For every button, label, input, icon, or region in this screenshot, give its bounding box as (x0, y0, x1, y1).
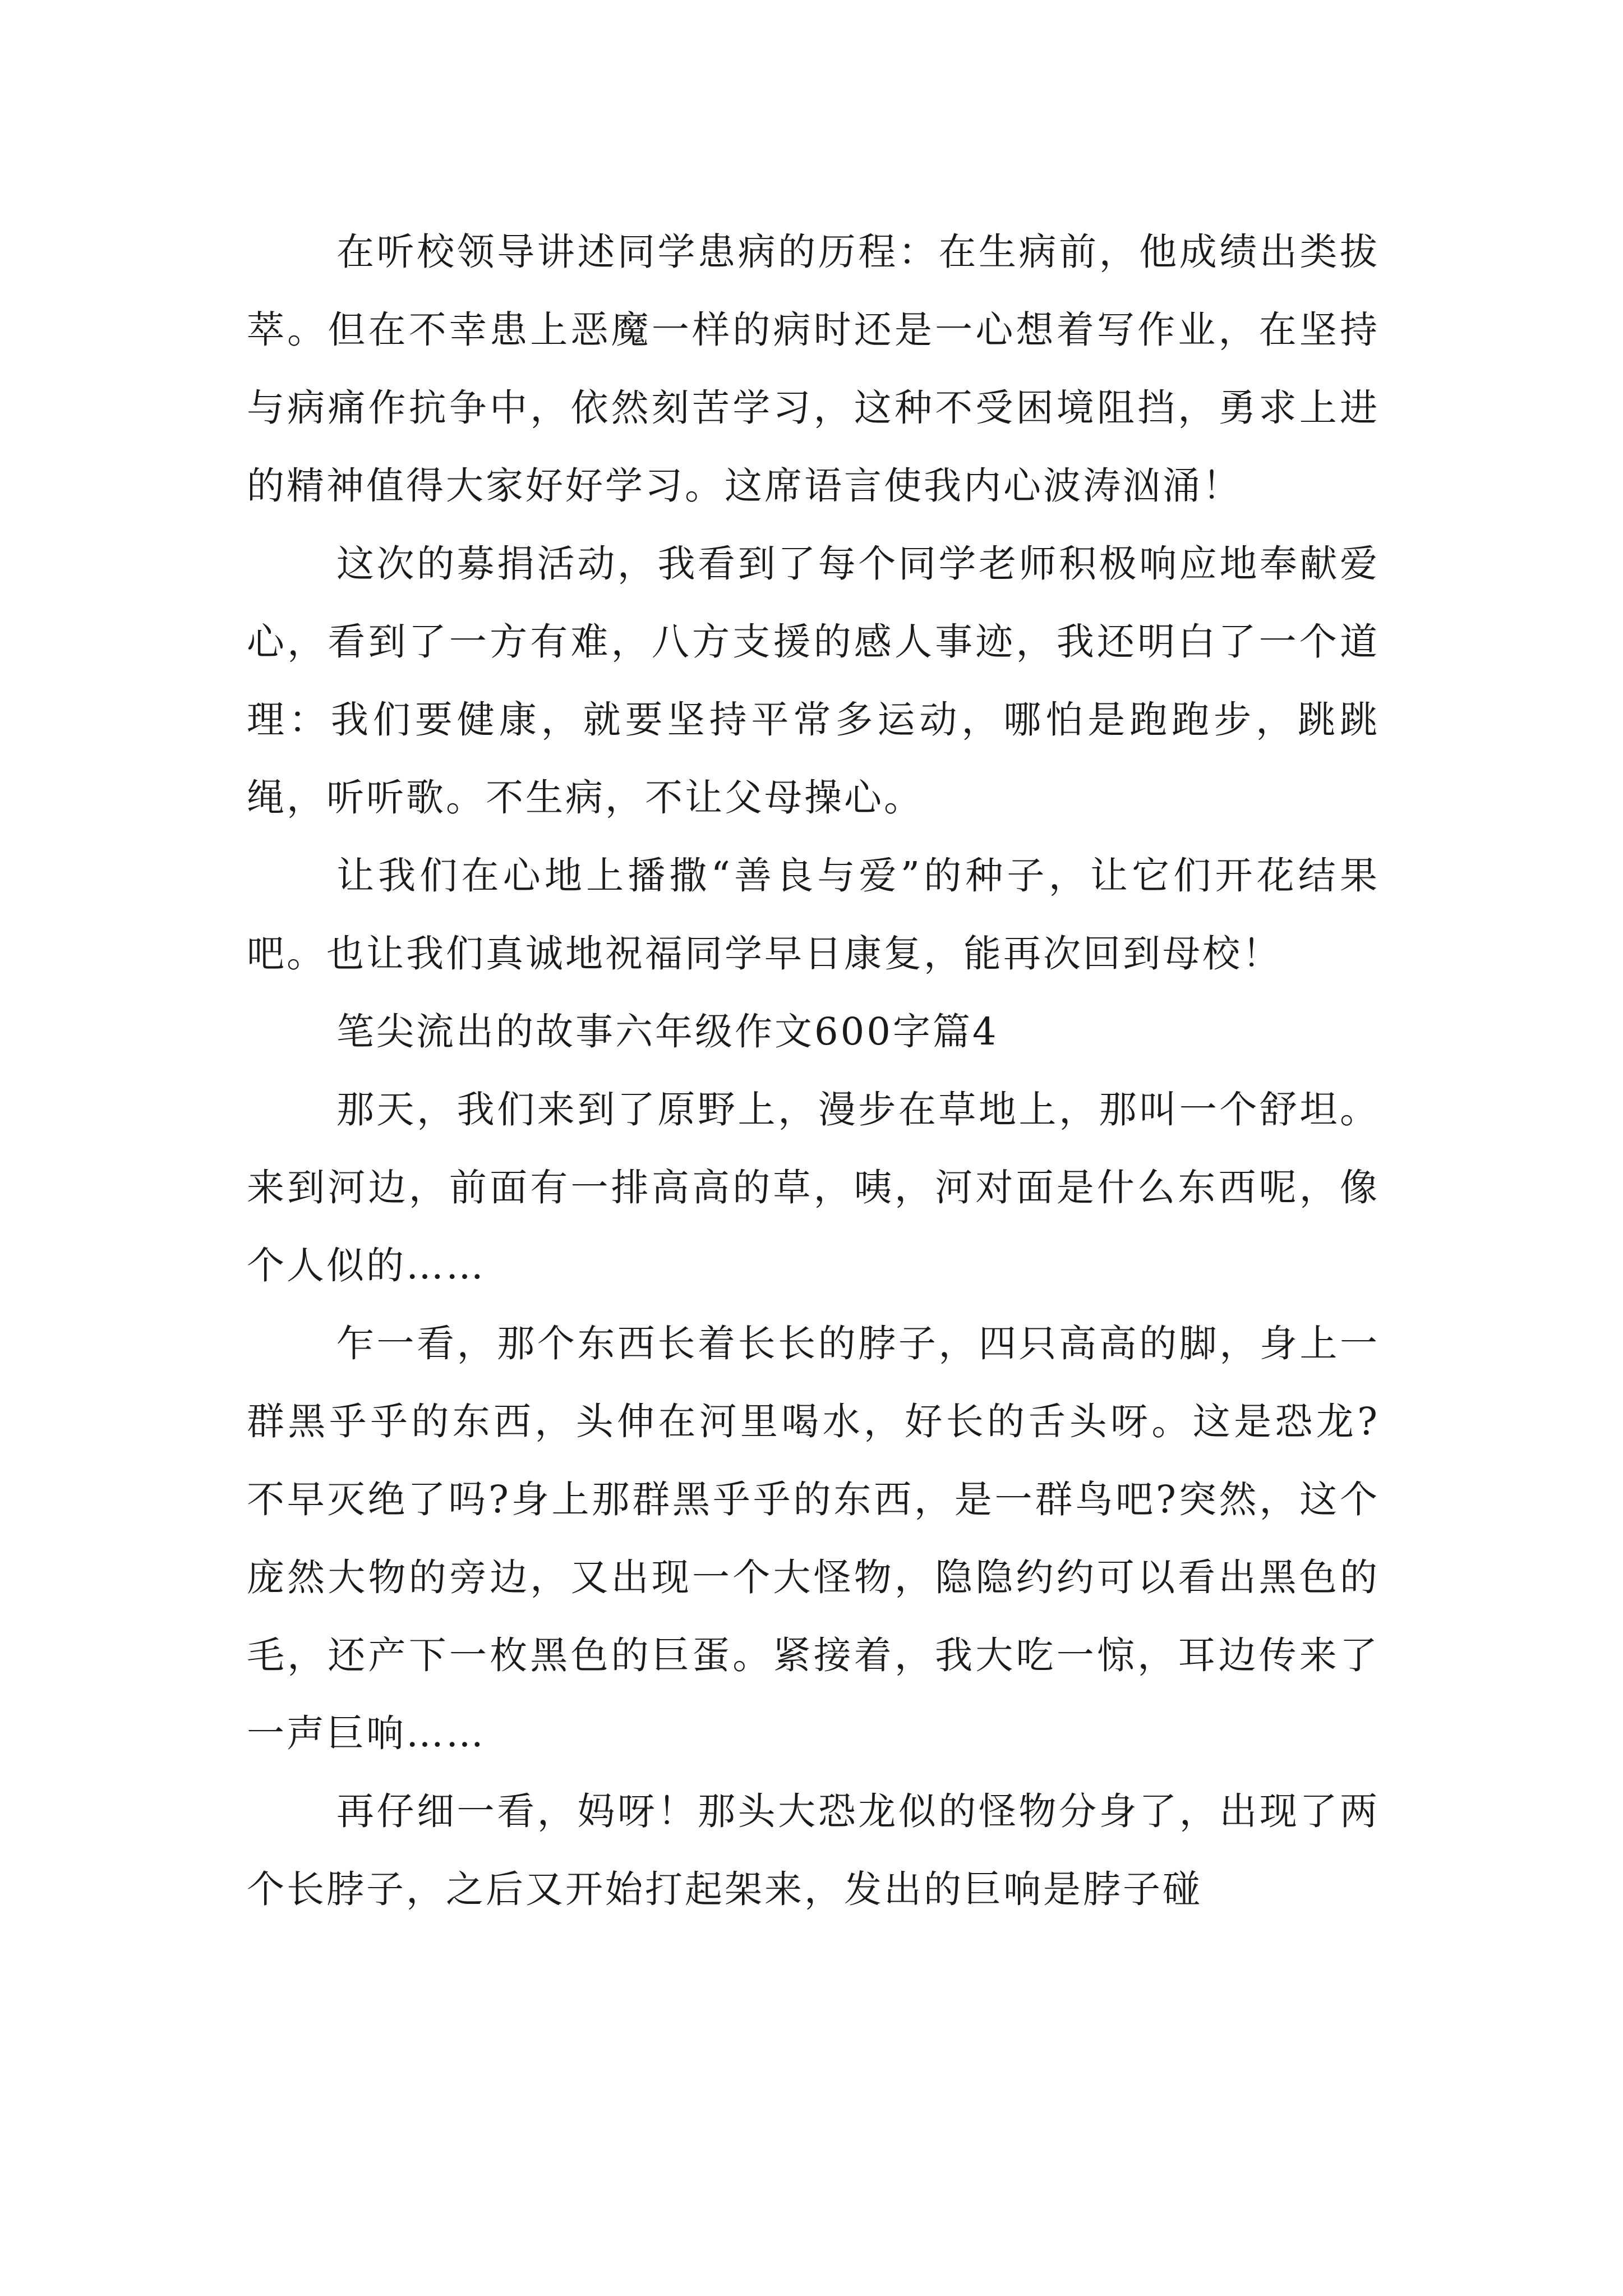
section-paragraph-3: 再仔细一看，妈呀！那头大恐龙似的怪物分身了，出现了两个长脖子，之后又开始打起架来，发出的巨响是脖子碰 (247, 1789, 1380, 1911)
paragraph-2: 这次的募捐活动，我看到了每个同学老师积极响应地奉献爱心，看到了一方有难，八方支援的感人事迹，我还明白了一个道理：我们要健康，就要坚持平常多运动，哪怕是跑跑步，跳跳绳，听听歌。不生病，不让父母操心。 (247, 542, 1380, 820)
section-paragraph-2: 乍一看，那个东西长着长长的脖子，四只高高的脚，身上一群黑乎乎的东西，头伸在河里喝水，好长的舌头呀。这是恐龙?不早灭绝了吗?身上那群黑乎乎的东西，是一群鸟吧?突然，这个庞然大物的旁边，又出现一个大怪物，隐隐约约可以看出黑色的毛，还产下一枚黑色的巨蛋。紧接着，我大吃一惊，耳边传来了一声巨响…… (247, 1322, 1380, 1755)
section-paragraph-1: 那天，我们来到了原野上，漫步在草地上，那叫一个舒坦。来到河边，前面有一排高高的草，咦，河对面是什么东西呢，像个人似的…… (247, 1088, 1380, 1287)
section-title: 笔尖流出的故事六年级作文600字篇4 (336, 1010, 999, 1053)
paragraph-1: 在听校领导讲述同学患病的历程：在生病前，他成绩出类拔萃。但在不幸患上恶魔一样的病时还是一心想着写作业，在坚持与病痛作抗争中，依然刻苦学习，这种不受困境阻挡，勇求上进的精神值得大家好好学习。这席语言使我内心波涛汹涌！ (247, 230, 1380, 508)
document-body (247, 213, 1380, 1929)
paragraph-3: 让我们在心地上播撒“善良与爱”的种子，让它们开花结果吧。也让我们真诚地祝福同学早日康复，能再次回到母校！ (247, 854, 1380, 976)
